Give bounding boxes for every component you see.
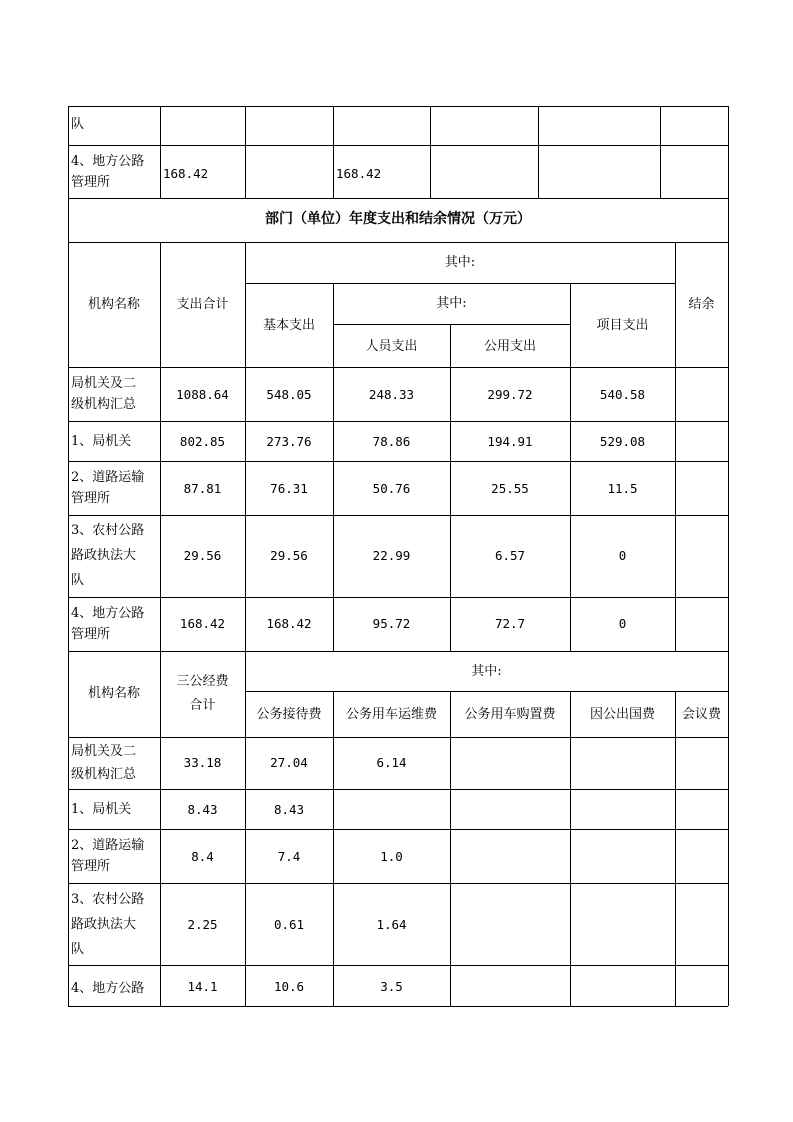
cell-project: 11.5	[607, 481, 638, 496]
header-vehicle-purchase-fee: 公务用车购置费	[464, 707, 556, 722]
row-name-line1: 局机关及二	[71, 376, 137, 391]
row-name-line2: 级机构汇总	[71, 397, 137, 412]
cell-personnel: 78.86	[372, 434, 411, 449]
header-org-name: 机构名称	[87, 686, 140, 701]
header-meeting-fee: 会议费	[681, 707, 721, 722]
cell-total: 2.25	[187, 917, 218, 932]
cell-total: 8.4	[191, 849, 214, 864]
header-total-line2: 合计	[189, 698, 216, 713]
cell-personnel: 95.72	[372, 616, 411, 631]
cell-basic: 168.42	[266, 616, 312, 631]
cell-project: 540.58	[599, 387, 646, 402]
cell-project: 0	[618, 548, 627, 563]
cell-personnel: 248.33	[368, 387, 415, 402]
header-project-expenditure: 项目支出	[596, 318, 649, 333]
cell-public: 6.57	[494, 548, 526, 563]
header-public-expenditure: 公用支出	[483, 339, 536, 354]
row-name-line1: 1、局机关	[71, 434, 132, 449]
row-name-line1: 2、道路运输	[71, 470, 145, 485]
cell-personnel: 50.76	[372, 481, 411, 496]
cell-reception: 27.04	[270, 755, 308, 770]
header-reception-fee: 公务接待费	[256, 707, 322, 722]
header-total-line1: 三公经费	[176, 674, 229, 689]
header-basic-expenditure: 基本支出	[262, 318, 315, 333]
row-name-line2: 管理所	[71, 491, 111, 506]
cell-total: 1088.64	[176, 387, 229, 402]
row-name-line1: 2、道路运输	[71, 838, 145, 853]
row-name-line2: 管理所	[71, 627, 111, 642]
row-name-fragment: 队	[71, 117, 85, 132]
cell-reception: 8.43	[273, 802, 305, 817]
cell-project: 529.08	[599, 434, 646, 449]
row-name-line2: 管理所	[71, 859, 111, 874]
row4-value-b: 168.42	[336, 166, 382, 181]
cell-basic: 548.05	[266, 387, 312, 402]
row-name-line2: 路政执法大	[71, 917, 137, 932]
row4-value-a: 168.42	[163, 166, 209, 181]
cell-total: 14.1	[187, 979, 218, 994]
row4-name-line2: 管理所	[71, 175, 111, 190]
cell-personnel: 22.99	[372, 548, 411, 563]
cell-basic: 29.56	[270, 548, 308, 563]
cell-reception: 7.4	[277, 849, 301, 864]
cell-vehicle-operation: 6.14	[376, 755, 407, 770]
row-name-line1: 3、农村公路	[71, 892, 145, 907]
cell-reception: 0.61	[273, 917, 305, 932]
row-name-line2: 路政执法大	[71, 548, 137, 563]
cell-vehicle-operation: 1.0	[380, 849, 403, 864]
cell-total: 8.43	[187, 802, 218, 817]
row-name-line1: 1、局机关	[71, 802, 132, 817]
header-of-which: 其中:	[471, 664, 502, 679]
section-title: 部门（单位）年度支出和结余情况（万元）	[265, 211, 531, 227]
cell-total: 29.56	[183, 548, 222, 563]
row-name-line1: 局机关及二	[71, 744, 137, 759]
cell-vehicle-operation: 1.64	[376, 917, 407, 932]
row-name-line3: 队	[71, 942, 85, 957]
cell-public: 299.72	[487, 387, 533, 402]
cell-total: 87.81	[183, 481, 222, 496]
row-name-line1: 4、地方公路	[71, 606, 145, 621]
cell-total: 33.18	[183, 755, 222, 770]
cell-project: 0	[618, 616, 627, 631]
cell-vehicle-operation: 3.5	[380, 979, 403, 994]
row-name-line1: 4、地方公路	[71, 981, 145, 996]
header-org-name: 机构名称	[87, 297, 140, 312]
row-name-line1: 3、农村公路	[71, 523, 145, 538]
cell-public: 194.91	[487, 434, 533, 449]
cell-public: 25.55	[491, 481, 529, 496]
header-balance: 结余	[688, 297, 715, 312]
cell-basic: 273.76	[266, 434, 312, 449]
cell-reception: 10.6	[273, 979, 305, 994]
header-of-which: 其中:	[444, 255, 476, 270]
header-of-which-basic: 其中:	[436, 296, 467, 311]
header-vehicle-operation-fee: 公务用车运维费	[345, 707, 437, 722]
row-name-line3: 队	[71, 573, 85, 588]
header-personnel-expenditure: 人员支出	[365, 339, 418, 354]
cell-total: 168.42	[179, 616, 226, 631]
header-total-expenditure: 支出合计	[176, 297, 229, 312]
row-name-line2: 级机构汇总	[71, 767, 137, 782]
cell-basic: 76.31	[270, 481, 308, 496]
cell-total: 802.85	[179, 434, 226, 449]
row4-name-line1: 4、地方公路	[71, 154, 145, 169]
header-overseas-trip-fee: 因公出国费	[589, 707, 655, 722]
cell-public: 72.7	[494, 616, 526, 631]
